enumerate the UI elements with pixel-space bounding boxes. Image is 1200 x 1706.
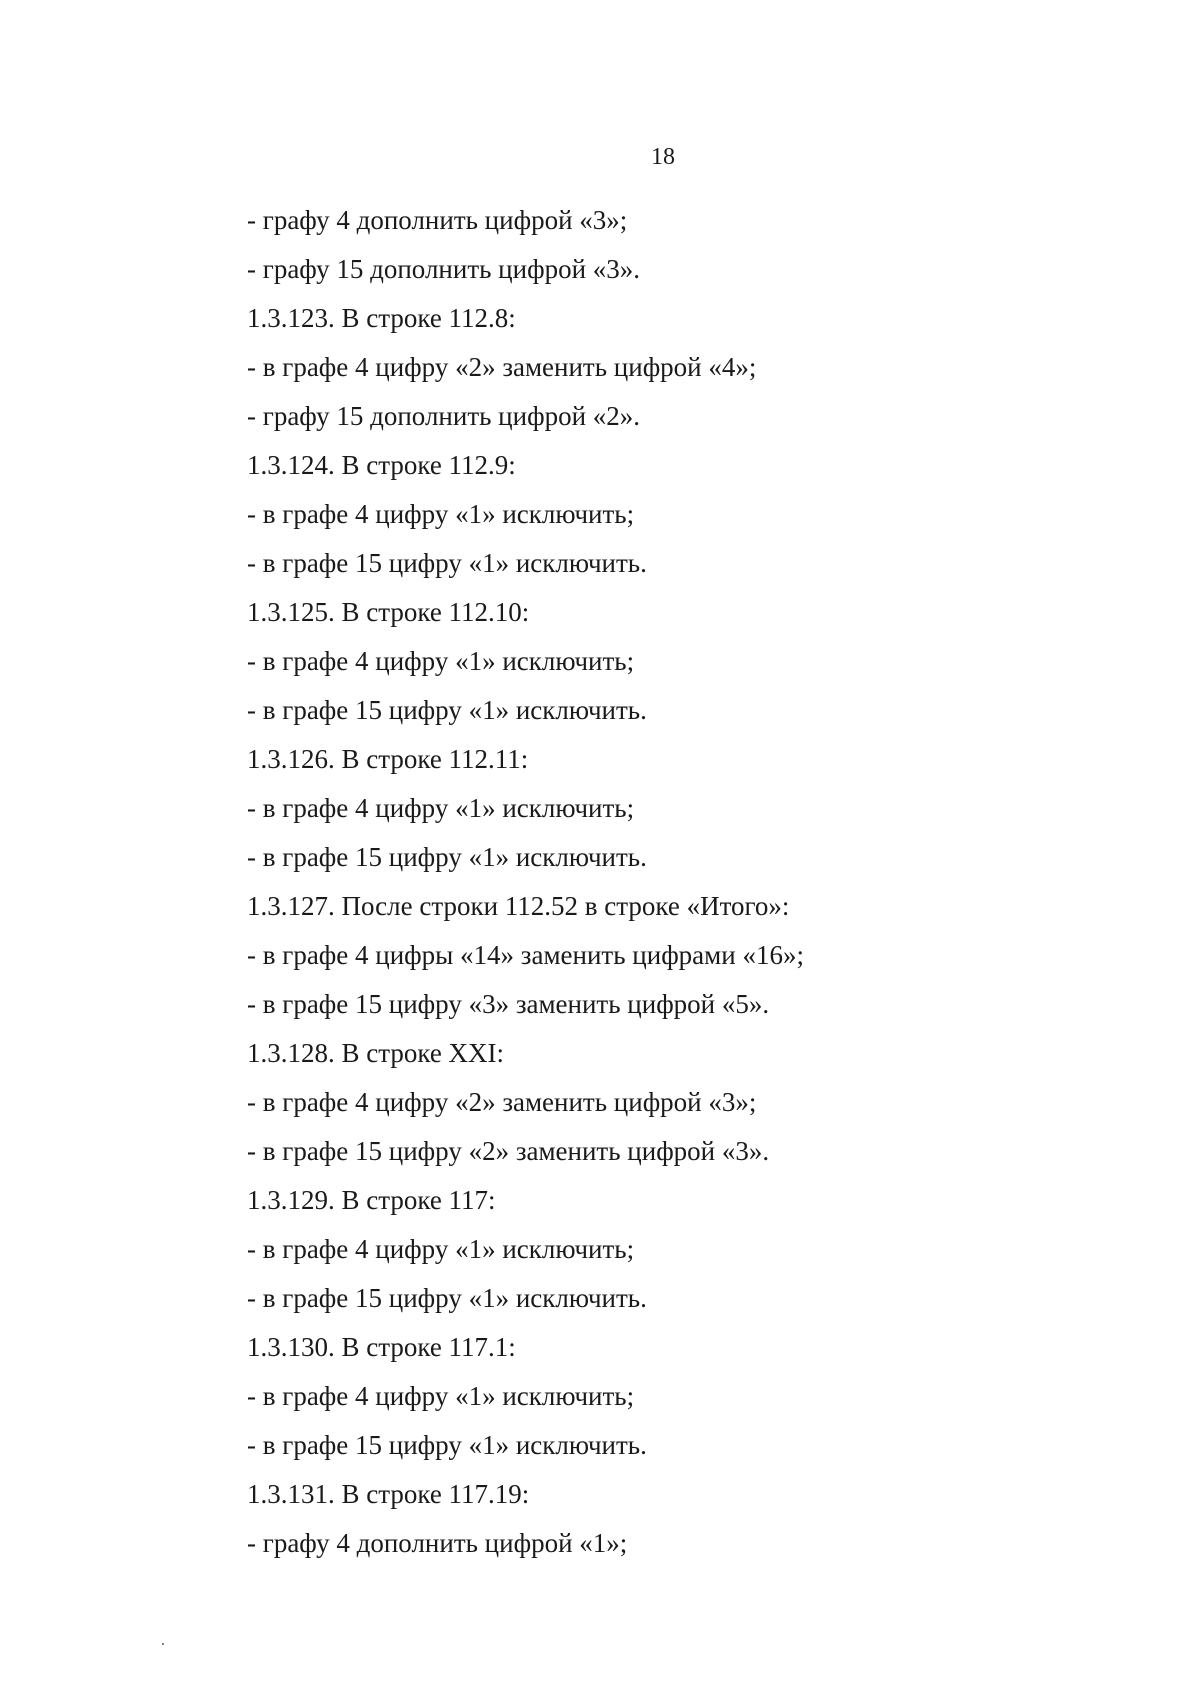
text-line: - графу 4 дополнить цифрой «3»; <box>247 205 628 235</box>
text-line: - в графе 4 цифру «2» заменить цифрой «3»; <box>247 1087 757 1117</box>
amendment-list <box>247 202 1107 1574</box>
text-line: - графу 15 дополнить цифрой «2». <box>247 401 641 431</box>
text-line: - в графе 4 цифру «2» заменить цифрой «4»; <box>247 352 757 382</box>
section-heading: 1.3.131. В строке 117.19: <box>247 1479 530 1509</box>
text-line: - в графе 4 цифры «14» заменить цифрами «16»; <box>247 940 804 970</box>
section-heading: 1.3.126. В строке 112.11: <box>247 744 529 774</box>
section-heading: 1.3.130. В строке 117.1: <box>247 1332 516 1362</box>
text-line: - в графе 4 цифру «1» исключить; <box>247 1234 635 1264</box>
page-number: 18 <box>651 144 675 170</box>
text-line: - в графе 15 цифру «1» исключить. <box>247 1430 647 1460</box>
text-line: - в графе 15 цифру «2» заменить цифрой «3». <box>247 1136 770 1166</box>
text-line: - графу 15 дополнить цифрой «3». <box>247 254 641 284</box>
text-line: - в графе 4 цифру «1» исключить; <box>247 793 635 823</box>
section-heading: 1.3.124. В строке 112.9: <box>247 450 516 480</box>
section-heading: 1.3.129. В строке 117: <box>247 1185 496 1215</box>
text-line: - в графе 15 цифру «1» исключить. <box>247 842 647 872</box>
text-line: - в графе 15 цифру «3» заменить цифрой «5». <box>247 989 770 1019</box>
section-heading: 1.3.127. После строки 112.52 в строке «Итого»: <box>247 891 790 921</box>
text-line: - в графе 4 цифру «1» исключить; <box>247 499 635 529</box>
text-line: - в графе 15 цифру «1» исключить. <box>247 548 647 578</box>
text-line: - в графе 4 цифру «1» исключить; <box>247 646 635 676</box>
text-line: - в графе 15 цифру «1» исключить. <box>247 1283 647 1313</box>
scan-speck <box>162 1643 164 1645</box>
text-line: - в графе 4 цифру «1» исключить; <box>247 1381 635 1411</box>
section-heading: 1.3.123. В строке 112.8: <box>247 303 516 333</box>
section-heading: 1.3.125. В строке 112.10: <box>247 597 530 627</box>
section-heading: 1.3.128. В строке XXI: <box>247 1038 505 1068</box>
text-line: - в графе 15 цифру «1» исключить. <box>247 695 647 725</box>
text-line: - графу 4 дополнить цифрой «1»; <box>247 1528 628 1558</box>
